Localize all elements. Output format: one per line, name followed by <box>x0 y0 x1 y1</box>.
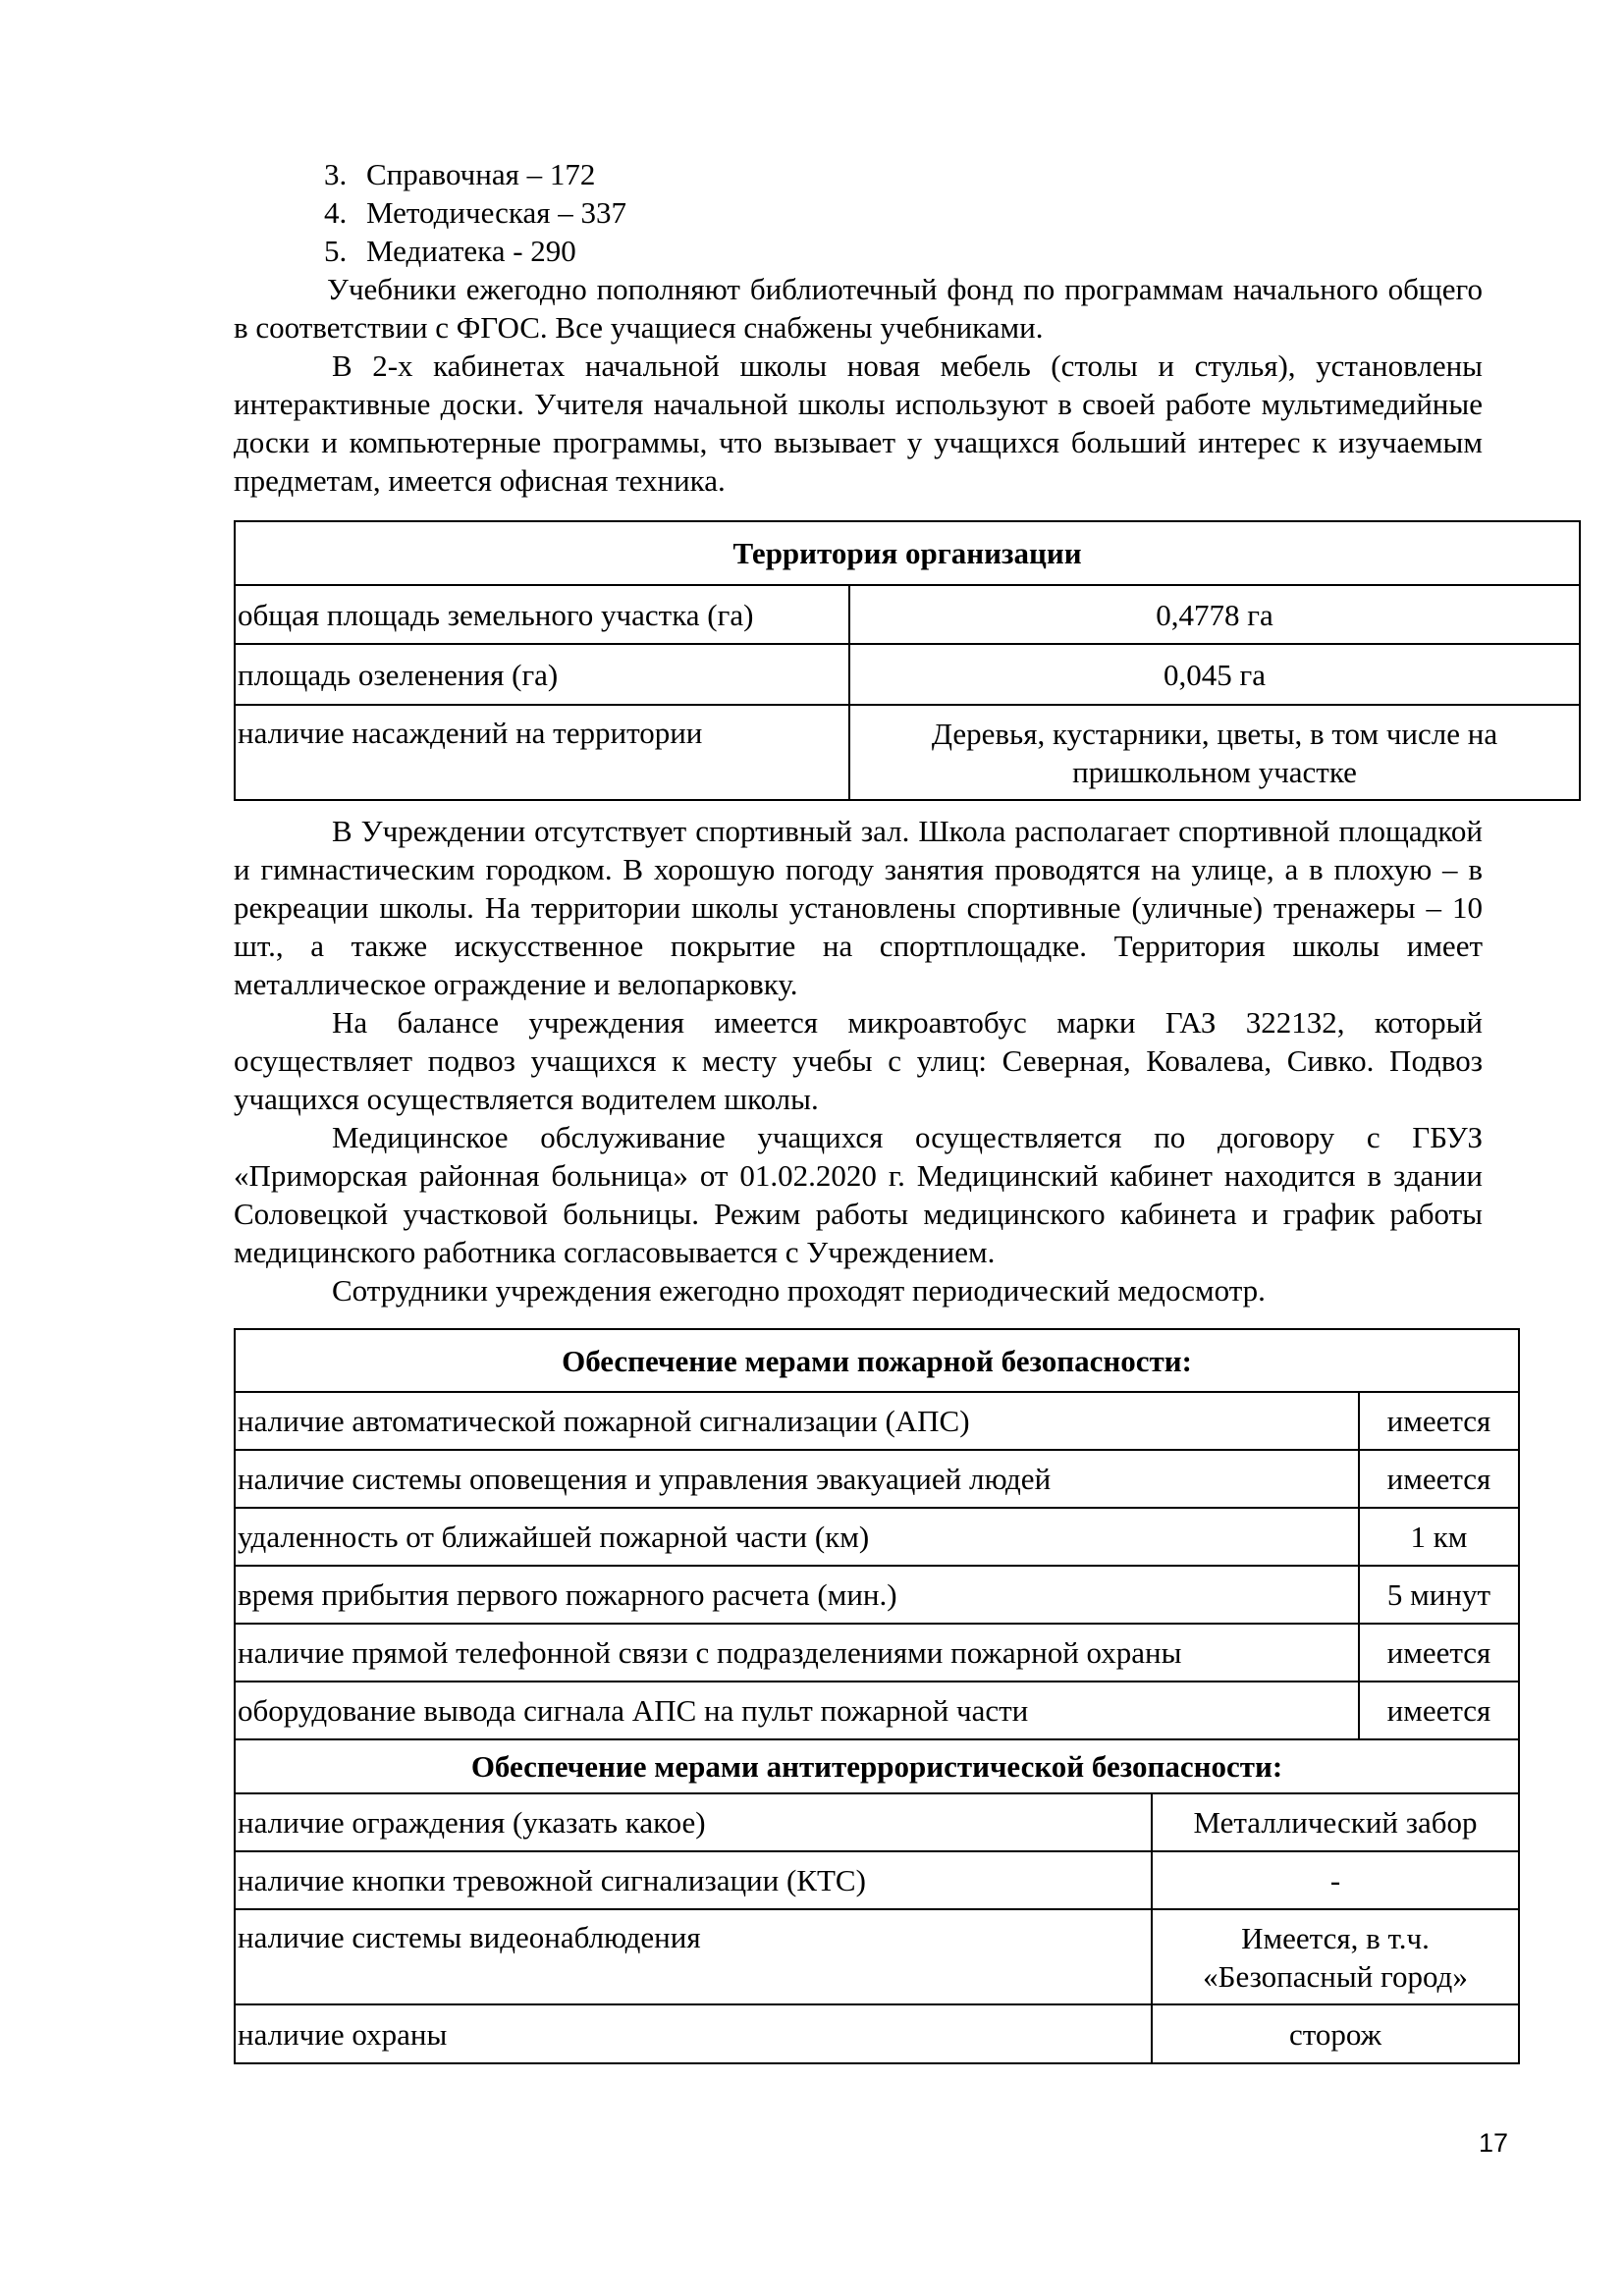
paragraph-furniture: В 2-х кабинетах начальной школы новая мебель (столы и стулья), установлены интерактивные доски. Учителя начальной школы используют в своей работе мультимедийные доски и компьютерные программы, что вызывает у учащихся больший интерес к изучаемым предметам, имеется офисная техника. <box>234 348 1483 498</box>
territory-row-value: 0,045 га <box>849 644 1580 705</box>
paragraph-sport: В Учреждении отсутствует спортивный зал. Школа располагает спортивной площадкой и гимнастическим городком. В хорошую погоду занятия проводятся на улице, а в плохую – в рекреации школы. На территории школы установлены спортивные (уличные) тренажеры – 10 шт., а также искусственное покрытие на спортплощадке. Территория школы имеет металлическое ограждение и велопарковку. <box>234 814 1483 1001</box>
fire-row-label: наличие системы оповещения и управления эвакуацией людей <box>235 1450 1359 1508</box>
antiterror-row-value: - <box>1152 1851 1519 1909</box>
fire-row-value: имеется <box>1359 1450 1519 1508</box>
territory-row-label: площадь озеленения (га) <box>235 644 849 705</box>
antiterror-row-label: наличие системы видеонаблюдения <box>235 1909 1152 2004</box>
fire-row-value: 1 км <box>1359 1508 1519 1566</box>
antiterror-row-label: наличие охраны <box>235 2004 1152 2063</box>
list-item-number: 3. <box>324 157 348 191</box>
fire-safety-title: Обеспечение мерами пожарной безопасности: <box>235 1329 1519 1392</box>
territory-table <box>234 520 1581 801</box>
paragraph-bus: На балансе учреждения имеется микроавтобус марки ГАЗ 322132, который осуществляет подвоз учащихся к месту учебы с улиц: Северная, Ковалева, Сивко. Подвоз учащихся осуществляется водителем школы. <box>234 1005 1483 1116</box>
antiterror-row-value: Металлический забор <box>1152 1793 1519 1851</box>
antiterror-row-value: сторож <box>1152 2004 1519 2063</box>
fire-row-value: имеется <box>1359 1682 1519 1739</box>
territory-table-title: Территория организации <box>235 521 1580 585</box>
fire-row-value: 5 минут <box>1359 1566 1519 1624</box>
fire-row-label: удаленность от ближайшей пожарной части (км) <box>235 1508 1359 1566</box>
paragraph-checkup: Сотрудники учреждения ежегодно проходят периодический медосмотр. <box>332 1273 1266 1308</box>
page-number: 17 <box>1479 2128 1509 2158</box>
antiterror-safety-title: Обеспечение мерами антитеррористической безопасности: <box>235 1739 1519 1793</box>
paragraph-medical: Медицинское обслуживание учащихся осуществляется по договору с ГБУЗ «Приморская районная больница» от 01.02.2020 г. Медицинский кабинет находится в здании Соловецкой участковой больницы. Режим работы медицинского кабинета и график работы медицинского работника согласовывается с Учреждением. <box>234 1120 1483 1269</box>
antiterror-row-label: наличие ограждения (указать какое) <box>235 1793 1152 1851</box>
list-item <box>324 232 626 270</box>
fire-row-label: оборудование вывода сигнала АПС на пульт пожарной части <box>235 1682 1359 1739</box>
territory-row-value: 0,4778 га <box>849 585 1580 644</box>
list-item-text: Справочная – 172 <box>366 157 596 191</box>
list-item-number: 4. <box>324 195 348 230</box>
safety-table <box>234 1328 1520 2064</box>
territory-row-label: наличие насаждений на территории <box>235 705 849 800</box>
library-fund-list <box>324 155 626 270</box>
territory-row-value: Деревья, кустарники, цветы, в том числе на пришкольном участке <box>849 705 1580 800</box>
fire-row-value: имеется <box>1359 1624 1519 1682</box>
antiterror-row-label: наличие кнопки тревожной сигнализации (КТС) <box>235 1851 1152 1909</box>
paragraph-textbooks: Учебники ежегодно пополняют библиотечный фонд по программам начального общего в соответствии с ФГОС. Все учащиеся снабжены учебниками. <box>234 272 1483 345</box>
fire-row-value: имеется <box>1359 1392 1519 1450</box>
list-item-text: Методическая – 337 <box>366 195 627 230</box>
fire-row-label: наличие автоматической пожарной сигнализации (АПС) <box>235 1392 1359 1450</box>
antiterror-row-value: Имеется, в т.ч. «Безопасный город» <box>1152 1909 1519 2004</box>
fire-row-label: наличие прямой телефонной связи с подразделениями пожарной охраны <box>235 1624 1359 1682</box>
territory-row-label: общая площадь земельного участка (га) <box>235 585 849 644</box>
list-item-text: Медиатека - 290 <box>366 234 576 268</box>
list-item-number: 5. <box>324 234 348 268</box>
list-item <box>324 155 626 193</box>
list-item <box>324 193 626 232</box>
fire-row-label: время прибытия первого пожарного расчета (мин.) <box>235 1566 1359 1624</box>
